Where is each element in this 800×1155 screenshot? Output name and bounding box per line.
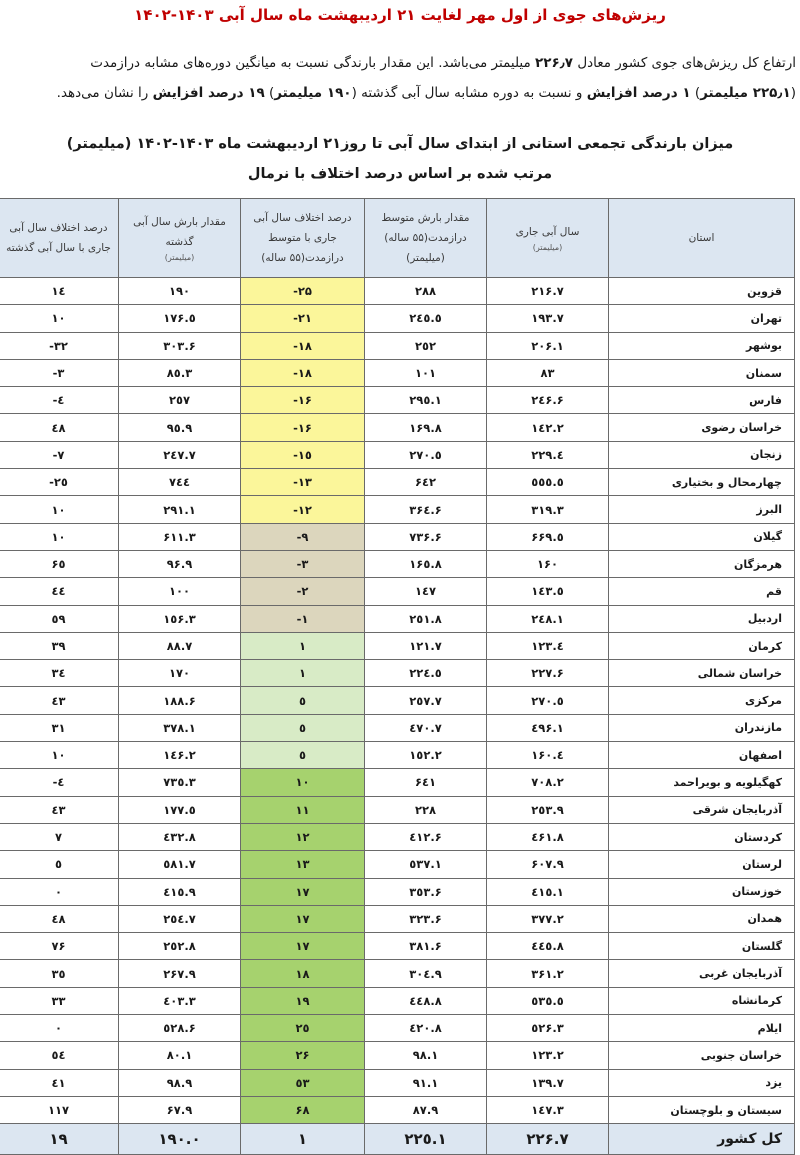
cell-diff-prev: ٥ bbox=[0, 851, 119, 878]
intro-line-1 bbox=[6, 48, 796, 78]
cell-norm: ٤۷۰.۷ bbox=[365, 714, 487, 741]
cell-diff-prev: ٤۳ bbox=[0, 796, 119, 823]
cell-diff-norm: -۹ bbox=[241, 523, 365, 550]
cell-current: ۲٥۳.۹ bbox=[487, 796, 609, 823]
table-row bbox=[0, 523, 795, 550]
cell-prev: ۳۷۸.۱ bbox=[119, 714, 241, 741]
cell-diff-prev: ۰ bbox=[0, 878, 119, 905]
cell-diff-norm: ۱۲ bbox=[241, 823, 365, 850]
cell-diff-prev: -٤ bbox=[0, 769, 119, 796]
cell-norm: ۳۲۳.۶ bbox=[365, 905, 487, 932]
cell-prev: ۶۱۱.۳ bbox=[119, 523, 241, 550]
table-row bbox=[0, 632, 795, 659]
cell-province: کرمان bbox=[609, 632, 795, 659]
cell-norm: ۲٤٥.٥ bbox=[365, 305, 487, 332]
cell-norm: ۲۲٤.٥ bbox=[365, 660, 487, 687]
table-row bbox=[0, 550, 795, 577]
cell-province: اصفهان bbox=[609, 742, 795, 769]
cell-diff-prev: -۷ bbox=[0, 441, 119, 468]
cell-prev: ۲٥٤.۷ bbox=[119, 905, 241, 932]
cell-province: زنجان bbox=[609, 441, 795, 468]
cell-current: ۸۳ bbox=[487, 359, 609, 386]
cell-province: اردبیل bbox=[609, 605, 795, 632]
table-row bbox=[0, 796, 795, 823]
cell-current: ۳۷۷.۲ bbox=[487, 905, 609, 932]
cell-province: مرکزی bbox=[609, 687, 795, 714]
cell-province: همدان bbox=[609, 905, 795, 932]
cell-diff-norm: -۲۵ bbox=[241, 278, 365, 305]
cell-diff-norm: ۲٥ bbox=[241, 1015, 365, 1042]
report-title: ریزش‌های جوی از اول مهر لغایت ۲۱ اردیبهشت ماه سال آبی ۱۴۰۳-۱۴۰۲ bbox=[134, 6, 666, 24]
header-unit: (میلیمتر) bbox=[532, 243, 563, 252]
total-cell-current: ۲۲۶.۷ bbox=[487, 1124, 609, 1155]
cell-diff-prev: ٤۸ bbox=[0, 905, 119, 932]
cell-current: ٤۶۱.۸ bbox=[487, 823, 609, 850]
cell-diff-prev: ۱٤ bbox=[0, 278, 119, 305]
cell-prev: ۶۷.۹ bbox=[119, 1096, 241, 1123]
cell-province: خراسان جنوبی bbox=[609, 1042, 795, 1069]
table-row bbox=[0, 1015, 795, 1042]
cell-current: ۶۰۷.۹ bbox=[487, 851, 609, 878]
cell-diff-norm: ۱ bbox=[241, 660, 365, 687]
cell-diff-norm: -۱۶ bbox=[241, 387, 365, 414]
cell-province: لرستان bbox=[609, 851, 795, 878]
header-province bbox=[609, 199, 795, 278]
cell-norm: ۱٥۲.۲ bbox=[365, 742, 487, 769]
table-header-row bbox=[0, 199, 795, 278]
cell-province: خراسان شمالی bbox=[609, 660, 795, 687]
cell-prev: ۷٤٤ bbox=[119, 469, 241, 496]
cell-prev: ۲٥۷ bbox=[119, 387, 241, 414]
cell-diff-norm: -۳ bbox=[241, 550, 365, 577]
cell-diff-norm: ٥ bbox=[241, 714, 365, 741]
cell-diff-prev: ۷۶ bbox=[0, 933, 119, 960]
cell-current: ٤۹۶.۱ bbox=[487, 714, 609, 741]
cell-diff-prev: -۲٥ bbox=[0, 469, 119, 496]
cell-diff-prev: ٤۸ bbox=[0, 414, 119, 441]
table-row bbox=[0, 933, 795, 960]
cell-norm: ۹۸.۱ bbox=[365, 1042, 487, 1069]
table-row bbox=[0, 1042, 795, 1069]
cell-current: ۲٤۶.۶ bbox=[487, 387, 609, 414]
cell-diff-prev: ۱۰ bbox=[0, 523, 119, 550]
table-row bbox=[0, 905, 795, 932]
cell-norm: ۸۷.۹ bbox=[365, 1096, 487, 1123]
cell-current: ٥۲۶.۳ bbox=[487, 1015, 609, 1042]
cell-norm: ۳٥۳.۶ bbox=[365, 878, 487, 905]
cell-norm: ۱۲۱.۷ bbox=[365, 632, 487, 659]
cell-prev: ۱۷۷.٥ bbox=[119, 796, 241, 823]
cell-diff-norm: ٥۳ bbox=[241, 1069, 365, 1096]
cell-current: ۱۲۳.۲ bbox=[487, 1042, 609, 1069]
cell-prev: ۲٤۷.۷ bbox=[119, 441, 241, 468]
cell-current: ۱٤۳.٥ bbox=[487, 578, 609, 605]
cell-norm: ۹۱.۱ bbox=[365, 1069, 487, 1096]
table-total-row bbox=[0, 1124, 795, 1155]
header-diff-prev bbox=[0, 199, 119, 278]
cell-province: سمنان bbox=[609, 359, 795, 386]
intro-text: ( bbox=[790, 85, 796, 101]
header-label: درصد اختلاف سال آبی جاری با سال آبی گذشته bbox=[6, 222, 111, 254]
cell-current: ٥٥٥.٥ bbox=[487, 469, 609, 496]
cell-diff-norm: ۱۰ bbox=[241, 769, 365, 796]
cell-prev: ٥۲۸.۶ bbox=[119, 1015, 241, 1042]
cell-prev: ٥۸۱.۷ bbox=[119, 851, 241, 878]
cell-diff-norm: -۱٥ bbox=[241, 441, 365, 468]
table-row bbox=[0, 687, 795, 714]
cell-prev: ٤۱٥.۹ bbox=[119, 878, 241, 905]
cell-prev: ۱۸۸.۶ bbox=[119, 687, 241, 714]
table-title: میزان بارندگی تجمعی استانی از ابتدای سال آبی تا روز۲۱ اردیبهشت ماه ۱۴۰۳-۱۴۰۲ (میلیمتر) bbox=[66, 136, 734, 152]
table-row bbox=[0, 332, 795, 359]
cell-norm: ۳۰٤.۹ bbox=[365, 960, 487, 987]
intro-prev-value: ۱۹۰ میلیمتر bbox=[274, 85, 352, 101]
table-row bbox=[0, 878, 795, 905]
table-row bbox=[0, 305, 795, 332]
cell-diff-prev: ۷ bbox=[0, 823, 119, 850]
cell-province: مازندران bbox=[609, 714, 795, 741]
cell-diff-prev: ۰ bbox=[0, 1015, 119, 1042]
cell-current: ۲۱۶.۷ bbox=[487, 278, 609, 305]
table-row bbox=[0, 987, 795, 1014]
table-row bbox=[0, 823, 795, 850]
cell-diff-norm: ۱۷ bbox=[241, 905, 365, 932]
intro-prev-change: ۱۹ درصد افزایش bbox=[152, 85, 265, 101]
cell-prev: ۹۶.۹ bbox=[119, 550, 241, 577]
cell-province: سیستان و بلوچستان bbox=[609, 1096, 795, 1123]
cell-prev: ۲۶۷.۹ bbox=[119, 960, 241, 987]
cell-diff-norm: ۱۷ bbox=[241, 878, 365, 905]
cell-norm: ۱۶٥.۸ bbox=[365, 550, 487, 577]
cell-diff-norm: -۲ bbox=[241, 578, 365, 605]
table-row bbox=[0, 605, 795, 632]
cell-prev: ۳۰۳.۶ bbox=[119, 332, 241, 359]
cell-diff-norm: -۱۶ bbox=[241, 414, 365, 441]
intro-text: ) bbox=[690, 85, 701, 101]
cell-prev: ۱۰۰ bbox=[119, 578, 241, 605]
cell-diff-norm: ۶۸ bbox=[241, 1096, 365, 1123]
cell-province: گیلان bbox=[609, 523, 795, 550]
cell-current: ۳۱۹.۳ bbox=[487, 496, 609, 523]
header-diff-norm bbox=[241, 199, 365, 278]
table-row bbox=[0, 469, 795, 496]
cell-prev: ۲٥۲.۸ bbox=[119, 933, 241, 960]
cell-prev: ٤۳۲.۸ bbox=[119, 823, 241, 850]
cell-norm: ٤٤۸.۸ bbox=[365, 987, 487, 1014]
table-row bbox=[0, 714, 795, 741]
cell-current: ۶۶۹.٥ bbox=[487, 523, 609, 550]
cell-diff-prev: ٤٤ bbox=[0, 578, 119, 605]
cell-current: ٥۳٥.٥ bbox=[487, 987, 609, 1014]
cell-norm: ٥۳۷.۱ bbox=[365, 851, 487, 878]
intro-text: و نسبت به دوره مشابه سال آبی گذشته ( bbox=[351, 85, 587, 101]
cell-current: ۷۰۸.۲ bbox=[487, 769, 609, 796]
cell-prev: ۸٥.۳ bbox=[119, 359, 241, 386]
cell-province: البرز bbox=[609, 496, 795, 523]
cell-province: آذربایجان شرقی bbox=[609, 796, 795, 823]
cell-norm: ۲٥۷.۷ bbox=[365, 687, 487, 714]
cell-prev: ۱۷۰ bbox=[119, 660, 241, 687]
cell-norm: ۷۳۶.۶ bbox=[365, 523, 487, 550]
table-row bbox=[0, 1096, 795, 1123]
cell-current: ۲۲۷.۶ bbox=[487, 660, 609, 687]
table-row bbox=[0, 578, 795, 605]
intro-normal-value: ۲۲۵٫۱ میلیمتر bbox=[700, 85, 791, 101]
cell-norm: ۲٥۱.۸ bbox=[365, 605, 487, 632]
cell-province: ایلام bbox=[609, 1015, 795, 1042]
cell-diff-prev: ۳۳ bbox=[0, 987, 119, 1014]
cell-diff-norm: ۱۸ bbox=[241, 960, 365, 987]
cell-norm: ٤۱۲.۶ bbox=[365, 823, 487, 850]
cell-prev: ۹۸.۹ bbox=[119, 1069, 241, 1096]
cell-diff-prev: ۱۰ bbox=[0, 742, 119, 769]
header-prev bbox=[119, 199, 241, 278]
cell-province: خراسان رضوی bbox=[609, 414, 795, 441]
intro-text: را نشان می‌دهد. bbox=[56, 85, 153, 101]
cell-province: کردستان bbox=[609, 823, 795, 850]
cell-prev: ۱۹۰ bbox=[119, 278, 241, 305]
table-row bbox=[0, 441, 795, 468]
cell-diff-norm: ۱۹ bbox=[241, 987, 365, 1014]
cell-diff-prev: ٤۱ bbox=[0, 1069, 119, 1096]
cell-diff-prev: ۱۰ bbox=[0, 305, 119, 332]
cell-province: یزد bbox=[609, 1069, 795, 1096]
cell-province: گلستان bbox=[609, 933, 795, 960]
cell-current: ٤٤٥.۸ bbox=[487, 933, 609, 960]
table-row bbox=[0, 660, 795, 687]
cell-diff-prev: ۱۱۷ bbox=[0, 1096, 119, 1123]
cell-prev: ۱٤۶.۲ bbox=[119, 742, 241, 769]
table-row bbox=[0, 1069, 795, 1096]
cell-province: خوزستان bbox=[609, 878, 795, 905]
cell-current: ۱۹۳.۷ bbox=[487, 305, 609, 332]
cell-prev: ۲۹۱.۱ bbox=[119, 496, 241, 523]
cell-prev: ۹٥.۹ bbox=[119, 414, 241, 441]
cell-province: تهران bbox=[609, 305, 795, 332]
cell-current: ۲۲۹.٤ bbox=[487, 441, 609, 468]
header-label: درصد اختلاف سال آبی جاری با متوسط درازمدت(۵۵ ساله) bbox=[253, 212, 352, 264]
cell-diff-prev: ٥٤ bbox=[0, 1042, 119, 1069]
header-label: استان bbox=[688, 232, 715, 244]
cell-diff-prev: ۱۰ bbox=[0, 496, 119, 523]
cell-diff-prev: ۳٤ bbox=[0, 660, 119, 687]
header-unit: (میلیمتر) bbox=[164, 253, 195, 262]
total-cell-province: کل کشور bbox=[609, 1124, 795, 1155]
cell-norm: ۲۲۸ bbox=[365, 796, 487, 823]
total-cell-diff-norm: ۱ bbox=[241, 1124, 365, 1155]
cell-current: ۱۳۹.۷ bbox=[487, 1069, 609, 1096]
table-subtitle: مرتب شده بر اساس درصد اختلاف با نرمال bbox=[247, 166, 553, 182]
cell-norm: ۱۰۱ bbox=[365, 359, 487, 386]
cell-norm: ۲۸۸ bbox=[365, 278, 487, 305]
cell-prev: ۷۳٥.۳ bbox=[119, 769, 241, 796]
cell-diff-norm: ٥ bbox=[241, 687, 365, 714]
table-row bbox=[0, 359, 795, 386]
cell-prev: ۱۷۶.٥ bbox=[119, 305, 241, 332]
cell-diff-prev: ۳٥ bbox=[0, 960, 119, 987]
cell-diff-norm: -۱۸ bbox=[241, 332, 365, 359]
intro-line-2 bbox=[6, 78, 796, 108]
cell-norm: ۲۹٥.۱ bbox=[365, 387, 487, 414]
header-label: مقدار بارش متوسط درازمدت(۵۵ ساله) (میلیمتر) bbox=[381, 212, 470, 264]
cell-norm: ٤۲۰.۸ bbox=[365, 1015, 487, 1042]
table-row bbox=[0, 414, 795, 441]
table-row bbox=[0, 387, 795, 414]
cell-current: ۲۷۰.٥ bbox=[487, 687, 609, 714]
cell-prev: ٤۰۳.۳ bbox=[119, 987, 241, 1014]
header-norm bbox=[365, 199, 487, 278]
header-label: سال آبی جاری bbox=[515, 226, 580, 238]
cell-norm: ۲٥۲ bbox=[365, 332, 487, 359]
intro-paragraph bbox=[6, 48, 796, 108]
cell-diff-norm: ۱۷ bbox=[241, 933, 365, 960]
header-current bbox=[487, 199, 609, 278]
table-row bbox=[0, 769, 795, 796]
cell-norm: ۶٤۱ bbox=[365, 769, 487, 796]
cell-norm: ۱٤۷ bbox=[365, 578, 487, 605]
cell-diff-norm: ۱ bbox=[241, 632, 365, 659]
cell-diff-prev: -۳۲ bbox=[0, 332, 119, 359]
cell-province: فارس bbox=[609, 387, 795, 414]
cell-diff-norm: ۱۳ bbox=[241, 851, 365, 878]
cell-province: هرمزگان bbox=[609, 550, 795, 577]
cell-norm: ۲۷۰.٥ bbox=[365, 441, 487, 468]
intro-total-value: ۲۲۶٫۷ bbox=[535, 55, 574, 71]
cell-norm: ۱۶۹.۸ bbox=[365, 414, 487, 441]
cell-diff-norm: ۱۱ bbox=[241, 796, 365, 823]
cell-diff-norm: -۱۳ bbox=[241, 469, 365, 496]
header-label: مقدار بارش سال آبی گذشته bbox=[133, 216, 226, 248]
cell-diff-prev: ٥۹ bbox=[0, 605, 119, 632]
cell-diff-prev: -٤ bbox=[0, 387, 119, 414]
table-row bbox=[0, 960, 795, 987]
cell-norm: ۳۸۱.۶ bbox=[365, 933, 487, 960]
cell-diff-norm: ٥ bbox=[241, 742, 365, 769]
cell-current: ۱٤۲.۲ bbox=[487, 414, 609, 441]
cell-current: ٤۱٥.۱ bbox=[487, 878, 609, 905]
cell-province: چهارمحال و بختیاری bbox=[609, 469, 795, 496]
cell-current: ۱٤۷.۳ bbox=[487, 1096, 609, 1123]
intro-text: ) bbox=[264, 85, 275, 101]
cell-diff-prev: ۶٥ bbox=[0, 550, 119, 577]
intro-normal-change: ۱ درصد افزایش bbox=[586, 85, 691, 101]
cell-current: ۳۶۱.۲ bbox=[487, 960, 609, 987]
cell-current: ۱۲۳.٤ bbox=[487, 632, 609, 659]
cell-diff-prev: -۳ bbox=[0, 359, 119, 386]
cell-province: قم bbox=[609, 578, 795, 605]
total-cell-norm: ۲۲٥.۱ bbox=[365, 1124, 487, 1155]
cell-diff-prev: ٤۳ bbox=[0, 687, 119, 714]
cell-current: ۱۶۰.٤ bbox=[487, 742, 609, 769]
cell-diff-prev: ۳۱ bbox=[0, 714, 119, 741]
cell-diff-prev: ۳۹ bbox=[0, 632, 119, 659]
cell-prev: ۸۰.۱ bbox=[119, 1042, 241, 1069]
total-cell-diff-prev: ۱۹ bbox=[0, 1124, 119, 1155]
cell-current: ۱۶۰ bbox=[487, 550, 609, 577]
cell-diff-norm: -۱۲ bbox=[241, 496, 365, 523]
table-row bbox=[0, 278, 795, 305]
intro-text: میلیمتر می‌باشد. این مقدار بارندگی نسبت به میانگین دوره‌های مشابه درازمدت bbox=[90, 55, 536, 71]
cell-province: بوشهر bbox=[609, 332, 795, 359]
table-row bbox=[0, 496, 795, 523]
cell-diff-norm: -۲۱ bbox=[241, 305, 365, 332]
table-row bbox=[0, 851, 795, 878]
cell-prev: ۸۸.۷ bbox=[119, 632, 241, 659]
intro-text: ارتفاع کل ریزش‌های جوی کشور معادل bbox=[573, 55, 796, 71]
cell-current: ۲۰۶.۱ bbox=[487, 332, 609, 359]
cell-norm: ۳۶٤.۶ bbox=[365, 496, 487, 523]
cell-norm: ۶٤۲ bbox=[365, 469, 487, 496]
cell-province: قزوین bbox=[609, 278, 795, 305]
cell-diff-norm: -۱ bbox=[241, 605, 365, 632]
cell-prev: ۱٥۶.۳ bbox=[119, 605, 241, 632]
table-row bbox=[0, 742, 795, 769]
cell-diff-norm: ۲۶ bbox=[241, 1042, 365, 1069]
cell-current: ۲٤۸.۱ bbox=[487, 605, 609, 632]
rainfall-table bbox=[0, 198, 795, 1155]
cell-province: آذربایجان غربی bbox=[609, 960, 795, 987]
cell-diff-norm: -۱۸ bbox=[241, 359, 365, 386]
total-cell-prev: ۱۹۰.۰ bbox=[119, 1124, 241, 1155]
cell-province: کرمانشاه bbox=[609, 987, 795, 1014]
cell-province: کهگیلویه و بویراحمد bbox=[609, 769, 795, 796]
